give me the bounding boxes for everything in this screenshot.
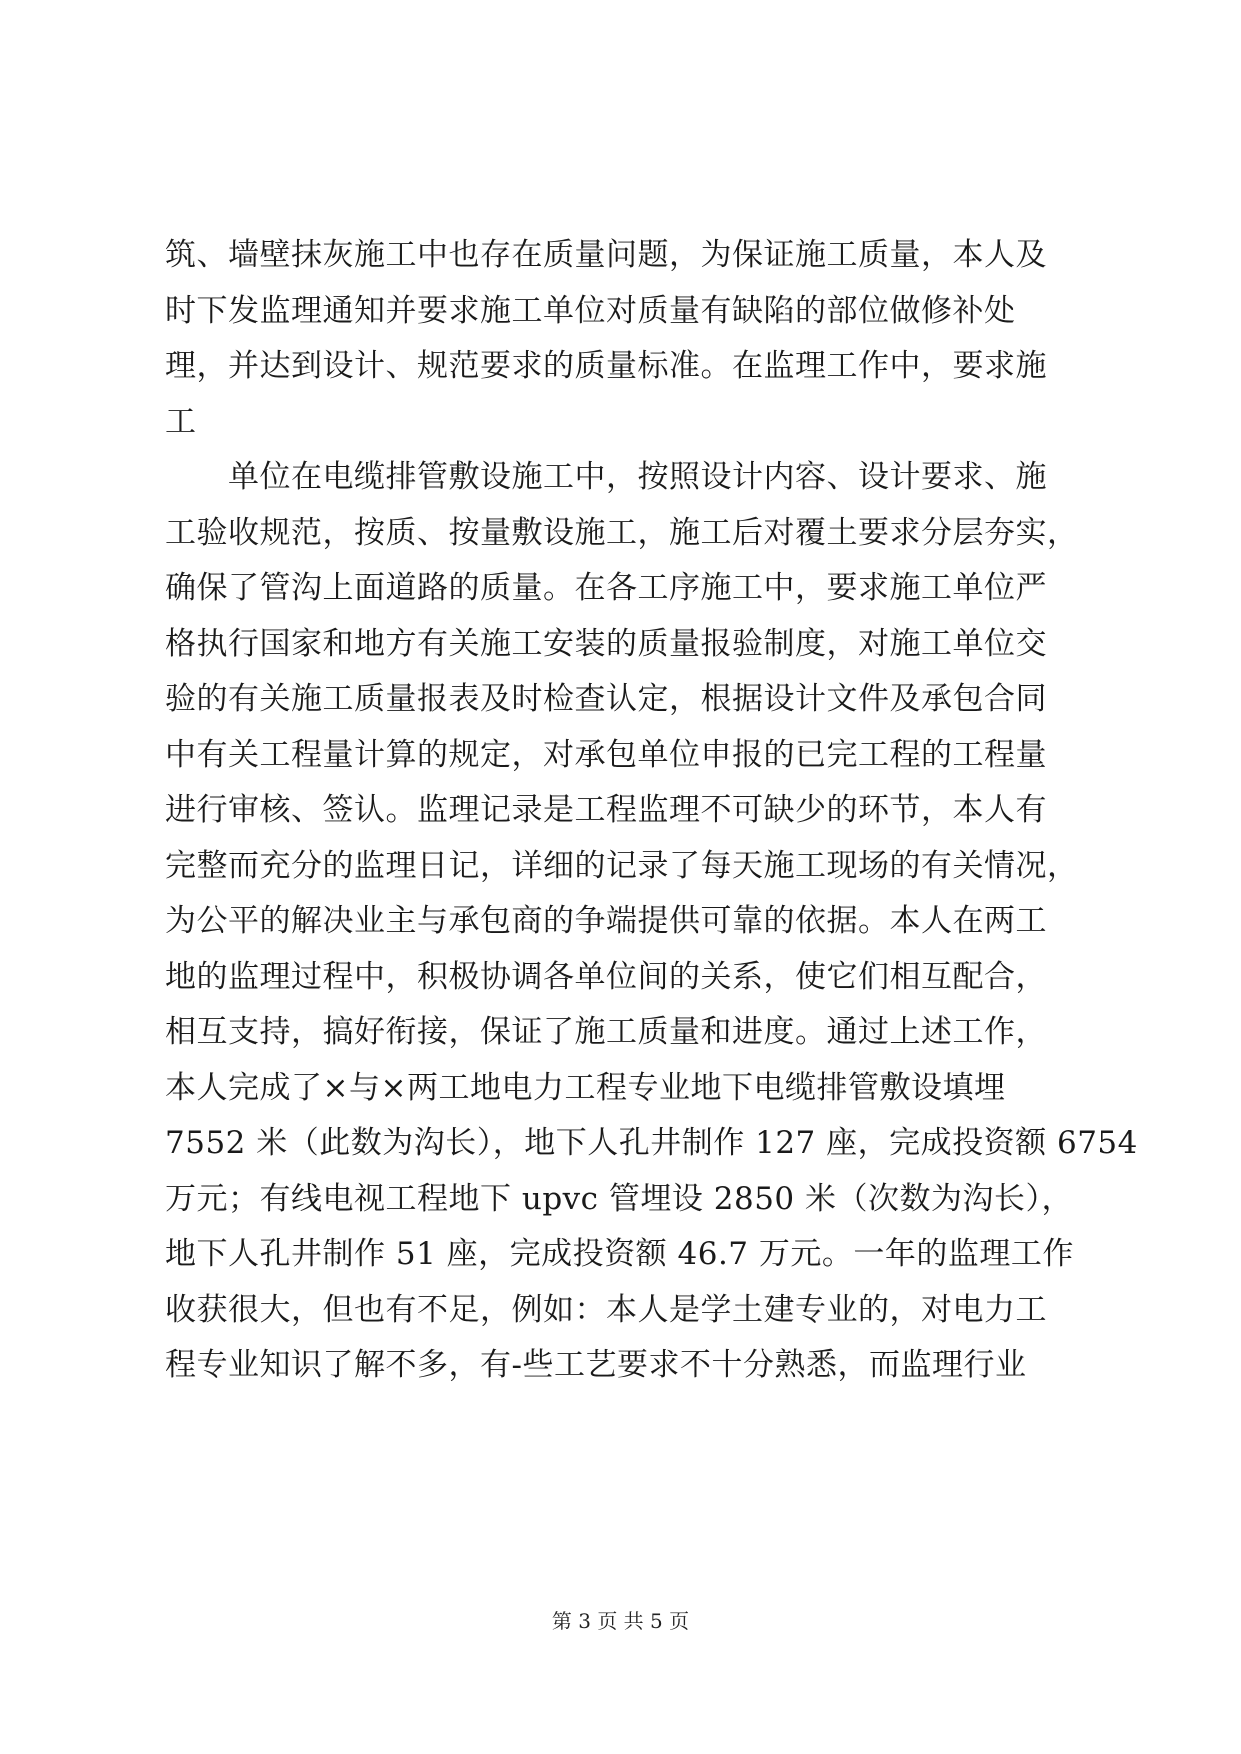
body-text — [165, 228, 1138, 1394]
text-line: 中有关工程量计算的规定，对承包单位申报的已完工程的工程量 — [165, 736, 1047, 773]
page-number: 第 3 页 共 5 页 — [551, 1609, 690, 1633]
text-line: 为公平的解决业主与承包商的争端提供可靠的依据。本人在两工 — [165, 903, 1047, 939]
text-line: 工验收规范，按质、按量敷设施工，施工后对覆土要求分层夯实， — [165, 514, 1079, 551]
text-line: 格执行国家和地方有关施工安装的质量报验制度，对施工单位交 — [165, 625, 1047, 662]
page-footer — [0, 1607, 1241, 1635]
text-line: 地的监理过程中，积极协调各单位间的关系，使它们相互配合， — [165, 958, 1047, 995]
text-line: 收获很大，但也有不足，例如：本人是学土建专业的，对电力工 — [165, 1291, 1047, 1328]
text-line: 工 — [165, 403, 197, 440]
text-line: 理，并达到设计、规范要求的质量标准。在监理工作中，要求施 — [165, 348, 1047, 384]
text-line: 相互支持，搞好衔接，保证了施工质量和进度。通过上述工作， — [165, 1014, 1047, 1050]
text-line: 单位在电缆排管敷设施工中，按照设计内容、设计要求、施 — [165, 459, 1047, 495]
text-line: 验的有关施工质量报表及时检查认定，根据设计文件及承包合同 — [165, 681, 1047, 717]
text-line: 程专业知识了解不多，有-些工艺要求不十分熟悉，而监理行业 — [165, 1347, 1027, 1383]
text-line: 进行审核、签认。监理记录是工程监理不可缺少的环节，本人有 — [165, 792, 1047, 828]
text-line: 地下人孔井制作 51 座，完成投资额 46.7 万元。一年的监理工作 — [165, 1236, 1074, 1272]
text-line: 时下发监理通知并要求施工单位对质量有缺陷的部位做修补处 — [165, 292, 1016, 329]
text-line: 完整而充分的监理日记，详细的记录了每天施工现场的有关情况， — [165, 847, 1079, 884]
text-line: 7552 米（此数为沟长），地下人孔井制作 127 座，完成投资额 6754 — [165, 1125, 1138, 1161]
text-line: 确保了管沟上面道路的质量。在各工序施工中，要求施工单位严 — [165, 570, 1047, 606]
text-line: 本人完成了×与×两工地电力工程专业地下电缆排管敷设填埋 — [165, 1069, 1006, 1106]
text-line: 万元；有线电视工程地下 upvc 管埋设 2850 米（次数为沟长）， — [165, 1180, 1073, 1217]
text-line: 筑、墙壁抹灰施工中也存在质量问题，为保证施工质量，本人及 — [165, 237, 1047, 273]
